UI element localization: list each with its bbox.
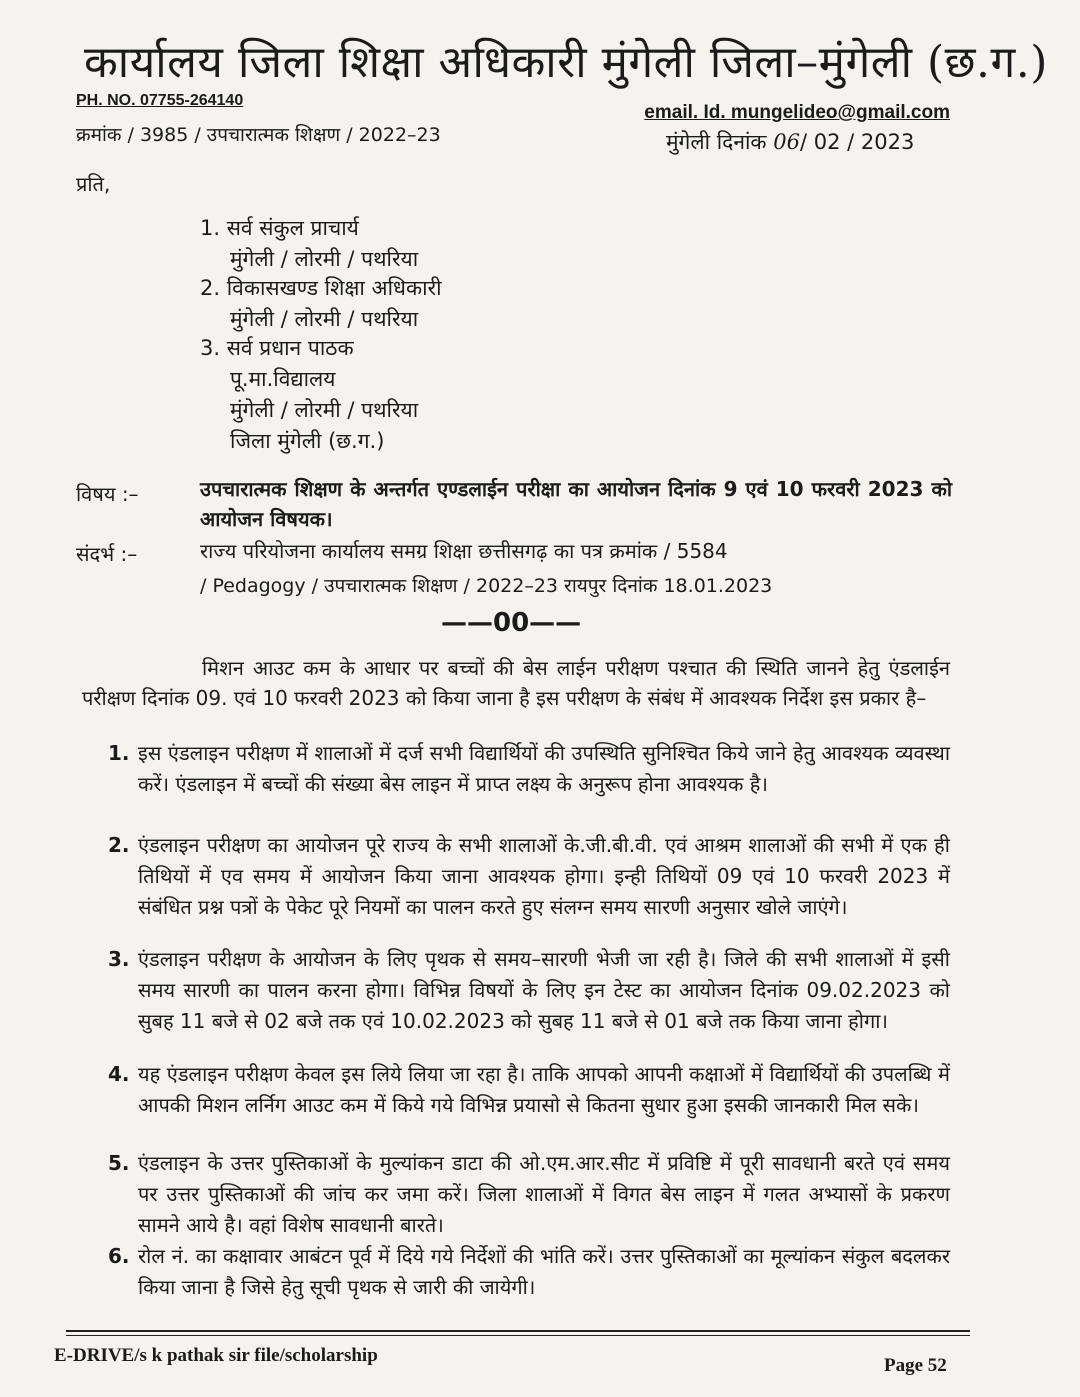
recipient-3-title: 3. सर्व प्रधान पाठक [200, 336, 354, 360]
phone-number: PH. NO. 07755-264140 [76, 92, 244, 109]
instruction-text: एंडलाइन परीक्षण का आयोजन पूरे राज्य के सभी शालाओं के.जी.बी.वी. एवं आश्रम शालाओं की सभी में एक ही तिथियों में एव समय में आयोजन किया जाना आवश्यक होगा। इन्ही तिथियों 09 एवं 10 फरवरी 2023 में संबंधित प्रश्न पत्रों के पेकेट पूरे नियमों का पालन करते हुए संलग्न समय सारणी अनुसार खोले जाएंगे। [138, 833, 950, 919]
instruction-item [108, 1148, 950, 1241]
instruction-item [108, 1059, 950, 1121]
instruction-number: 1. [108, 741, 130, 765]
recipient-3-line: पू.मा.विद्यालय [230, 367, 336, 391]
recipient-3-line: मुंगेली / लोरमी / पथरिया [230, 398, 419, 422]
page-number: Page 52 [884, 1355, 947, 1376]
instruction-text: रोल नं. का कक्षावार आबंटन पूर्व में दिये गये निर्देशों की भांति करें। उत्तर पुस्तिकाओं का मूल्यांकन संकुल बदलकर किया जाना है जिसे हेतु सूची पृथक से जारी की जायेगी। [138, 1244, 950, 1299]
date-prefix: मुंगेली दिनांक [666, 130, 774, 154]
footer-divider [66, 1335, 970, 1336]
date-handwritten: 06 [773, 130, 800, 154]
recipient-2-line: मुंगेली / लोरमी / पथरिया [230, 307, 419, 331]
instruction-text: इस एंडलाइन परीक्षण में शालाओं में दर्ज सभी विद्यार्थियों की उपस्थिति सुनिश्चित किये जाने हेतु आवश्यक व्यवस्था करें। एंडलाइन में बच्चों की संख्या बेस लाइन में प्राप्त लक्ष्य के अनुरूप होना आवश्यक है। [138, 741, 950, 796]
instruction-item [108, 944, 950, 1037]
instruction-text: यह एंडलाइन परीक्षण केवल इस लिये लिया जा रहा है। ताकि आपको आपनी कक्षाओं में विद्यार्थियों की उपलब्धि में आपकी मिशन लर्निग आउट कम में किये गये विभिन्न प्रयासो से कितना सुधार हुआ इसकी जानकारी मिल सके। [138, 1062, 950, 1117]
instruction-number: 5. [108, 1151, 130, 1175]
footer-file-path: E-DRIVE/s k pathak sir file/scholarship [54, 1345, 378, 1366]
instruction-number: 3. [108, 947, 130, 971]
subject-text: उपचारात्मक शिक्षण के अन्तर्गत एण्डलाईन परीक्षा का आयोजन दिनांक 9 एवं 10 फरवरी 2023 को आयोजन विषयक। [200, 477, 952, 531]
instruction-item [108, 1241, 950, 1303]
instruction-number: 4. [108, 1062, 130, 1086]
instruction-number: 2. [108, 833, 130, 857]
office-title: कार्यालय जिला शिक्षा अधिकारी मुंगेली जिला–मुंगेली (छ.ग.) [84, 37, 1048, 88]
subject-label: विषय :– [76, 482, 139, 506]
recipient-1-line: मुंगेली / लोरमी / पथरिया [230, 247, 419, 271]
instruction-text: एंडलाइन परीक्षण के आयोजन के लिए पृथक से समय–सारणी भेजी जा रही है। जिले की सभी शालाओं में इसी समय सारणी का पालन करना होगा। विभिन्न विषयों के लिए इन टेस्ट का आयोजन दिनांक 09.02.2023 को सुबह 11 बजे से 02 बजे तक एवं 10.02.2023 को सुबह 11 बजे से 01 बजे तक किया जाना होगा। [138, 947, 950, 1033]
recipient-2-title: 2. विकासखण्ड शिक्षा अधिकारी [200, 276, 442, 300]
separator: ——00—— [441, 608, 582, 638]
instruction-number: 6. [108, 1244, 130, 1268]
instruction-item [108, 738, 950, 800]
letter-date [666, 128, 914, 156]
reference-number: क्रमांक / 3985 / उपचारात्मक शिक्षण / 2022–23 [76, 124, 441, 146]
footer-divider [66, 1330, 970, 1332]
recipient-1-title: 1. सर्व संकुल प्राचार्य [200, 216, 359, 240]
intro-paragraph: मिशन आउट कम के आधार पर बच्चों की बेस लाईन परीक्षण पश्चात की स्थिति जानने हेतु एंडलाईन परीक्षण दिनांक 09. एवं 10 फरवरी 2023 को किया जाना है इस परीक्षण के संबंध में आवश्यक निर्देश इस प्रकार है– [82, 656, 950, 710]
reference-line-2: / Pedagogy / उपचारात्मक शिक्षण / 2022–23 रायपुर दिनांक 18.01.2023 [200, 575, 773, 597]
instruction-text: एंडलाइन के उत्तर पुस्तिकाओं के मुल्यांकन डाटा की ओ.एम.आर.सीट में प्रविष्टि में पूरी सावधानी बरते एवं समय पर उत्तर पुस्तिकाओं की जांच कर जमा करें। जिला शालाओं में विगत बेस लाइन में गलत अभ्यासों के प्रकरण सामने आये है। वहां विशेष सावधानी बारते। [138, 1151, 950, 1237]
instruction-item [108, 830, 950, 923]
email-address: email. Id. mungelideo@gmail.com [644, 102, 950, 123]
date-suffix: / 02 / 2023 [799, 130, 915, 154]
recipient-3-line: जिला मुंगेली (छ.ग.) [230, 429, 385, 453]
reference-line-1: राज्य परियोजना कार्यालय समग्र शिक्षा छत्तीसगढ़ का पत्र क्रमांक / 5584 [200, 539, 728, 563]
prati-label: प्रति, [76, 172, 111, 196]
reference-label: संदर्भ :– [76, 542, 138, 566]
